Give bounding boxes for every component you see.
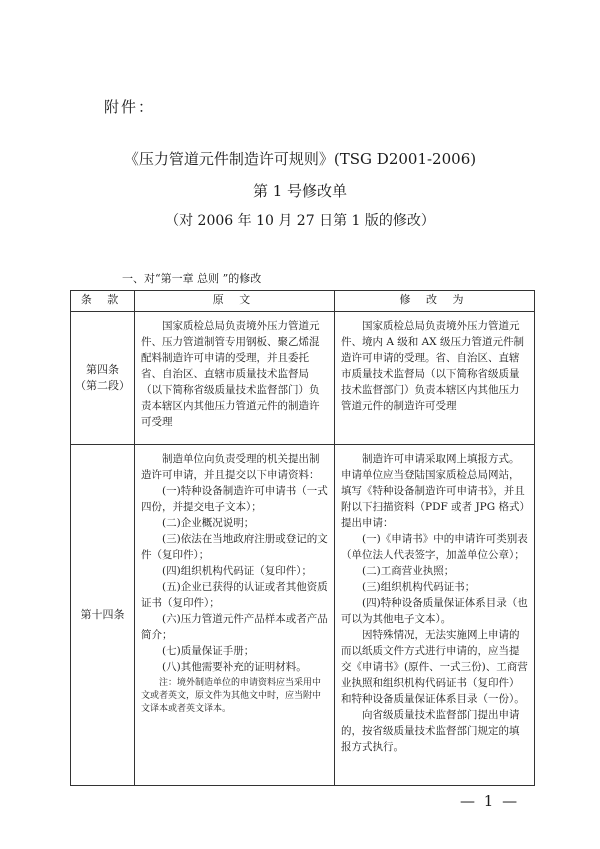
revised-item: (四)特种设备质量保证体系目录（也可以为其他电子文本）。 [341, 597, 528, 625]
section-heading: 一、对“第一章 总则 ”的修改 [122, 272, 262, 285]
amendment-note: （对 2006 年 10 月 27 日第 1 版的修改） [165, 213, 435, 229]
original-item: (五)企业已获得的认证或者其他资质证书（复印件）； [141, 581, 328, 609]
revised-paragraph: 制造许可申请采取网上填报方式。申请单位应当登陆国家质检总局网站，填写《特种设备制造许可申请书》，并且附以下扫描资料（PDF 或者 JPG 格式）提出申请： [341, 453, 525, 529]
original-paragraph: 国家质检总局负责境外压力管道元件、压力管道制管专用钢板、聚乙烯混配料制造许可申请的受理，并且委托省、自治区、直辖市质量技术监督局（以下简称省级质量技术监督部门）负责本辖区内其他压力管道元件的制造许可受理 [141, 320, 320, 428]
revised-paragraph: 向省级质量技术监督部门提出申请的，按省级质量技术监督部门规定的填报方式执行。 [341, 709, 520, 753]
revised-paragraph: 因特殊情况，无法实施网上申请的而以纸质文件方式进行申请的，应当提交《申请书》(原件、一式三份)、工商营业执照和组织机构代码证书（复印件）和特种设备质量保证体系目录（一份）。 [341, 629, 528, 705]
attachment-label: 附件： [104, 98, 156, 116]
revised-item: (二)工商营业执照； [362, 565, 455, 577]
page-number: — 1 — [460, 792, 520, 810]
original-item: (七)质量保证手册； [162, 645, 255, 657]
revised-item: (一)《申请书》中的申请许可类别表（单位法人代表签字，加盖单位公章）； [341, 533, 528, 561]
revised-paragraph: 国家质检总局负责境外压力管道元件、境内 A 级和 AX 级压力管道元件制造许可申请的受理。省、自治区、直辖市质量技术监督局（以下简称省级质量技术监督部门）负责本辖区内其他压力管道元件的制造许可受理 [341, 320, 524, 412]
original-paragraph: 制造单位向负责受理的机关提出制造许可申请，并且提交以下申请资料： [141, 453, 320, 481]
header-revised: 修 改 为 [335, 291, 535, 312]
amendment-table [70, 290, 535, 786]
original-item: (八)其他需要补充的证明材料。 [162, 661, 307, 673]
revised-text-cell [335, 312, 535, 445]
clause-cell [71, 445, 135, 786]
original-note: 注：境外制造单位的申请资料应当采用中文或者英文，原文件为其他文中时，应当附中文译本或者英文译本。 [141, 678, 322, 714]
header-clause: 条 款 [71, 291, 135, 312]
revised-text-cell [335, 445, 535, 786]
original-item: (六)压力管道元件产品样本或者产品简介； [141, 613, 328, 641]
table-row [71, 445, 535, 786]
original-text-cell [135, 445, 335, 786]
revised-item: (三)组织机构代码证书； [362, 581, 476, 593]
original-item: (三)依法在当地政府注册或登记的文件（复印件）； [141, 533, 328, 561]
table-row [71, 312, 535, 445]
document-title: 《压力管道元件制造许可规则》(TSG D2001-2006) [123, 150, 477, 168]
table-header-row [71, 291, 535, 312]
original-item: (二)企业概况说明； [162, 517, 255, 529]
clause-sublabel: （第二段） [75, 379, 130, 392]
clause-cell [71, 312, 135, 445]
header-original: 原 文 [135, 291, 335, 312]
original-text-cell [135, 312, 335, 445]
amendment-number: 第 1 号修改单 [252, 182, 348, 200]
clause-label: 第十四条 [80, 608, 125, 621]
original-item: (四)组织机构代码证（复印件）； [162, 565, 312, 577]
clause-label: 第四条 [86, 363, 119, 376]
original-item: (一)特种设备制造许可申请书（一式四份，并提交电子文本）； [141, 485, 328, 513]
